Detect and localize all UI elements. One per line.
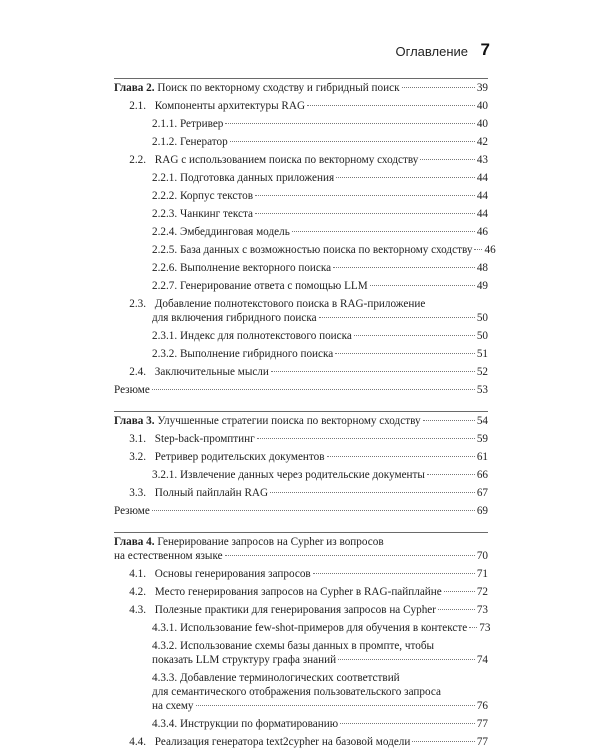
toc-entry-number: 2.3.2. (152, 348, 178, 360)
toc-entry[interactable] (114, 669, 488, 715)
toc-dot-leader (152, 389, 475, 390)
toc-page-number: 66 (476, 469, 488, 481)
toc-entry-title: Добавление полнотекстового поиска в RAG-приложение (154, 298, 426, 310)
toc-entry[interactable] (114, 484, 488, 502)
toc-entry-title: Улучшенные стратегии поиска по векторному сходству (157, 415, 421, 427)
toc-dot-leader (427, 474, 475, 475)
toc-entry-title: RAG с использованием поиска по векторному сходству (154, 154, 419, 166)
toc-entry-number: 2.2.2. (152, 190, 178, 202)
table-of-contents (114, 78, 496, 751)
toc-entry-number: 2.2.3. (152, 208, 178, 220)
toc-entry-title: Инструкции по форматированию (179, 718, 339, 730)
toc-entry-title: Генерирование запросов на Cypher из вопросов (157, 536, 384, 548)
toc-entry[interactable] (114, 277, 488, 295)
toc-page-number: 44 (476, 172, 488, 184)
toc-page-number: 71 (476, 568, 488, 580)
toc-entry-title: Эмбеддинговая модель (179, 226, 290, 238)
toc-page-number: 50 (476, 330, 488, 342)
toc-dot-leader (444, 591, 475, 592)
toc-page-number: 44 (476, 208, 488, 220)
toc-entry-number: 2.3. (129, 298, 146, 310)
toc-summary-entry[interactable] (114, 502, 488, 520)
toc-entry-title: Подготовка данных приложения (179, 172, 335, 184)
toc-dot-leader (423, 420, 475, 421)
toc-entry-number: 2.1.2. (152, 136, 178, 148)
toc-entry-title: Компоненты архитектуры RAG (154, 100, 306, 112)
toc-page-number: 43 (476, 154, 488, 166)
toc-page-number: 73 (476, 604, 488, 616)
toc-chapter-entry[interactable] (114, 412, 488, 430)
toc-entry[interactable] (114, 169, 488, 187)
toc-entry-number: Глава 3. (114, 415, 155, 427)
toc-entry[interactable] (114, 133, 488, 151)
toc-entry-title: Заключительные мысли (154, 366, 269, 378)
toc-entry[interactable] (114, 327, 488, 345)
toc-entry-number: 3.2.1. (152, 469, 178, 481)
toc-dot-leader (420, 159, 474, 160)
toc-dot-leader (469, 627, 477, 628)
toc-entry-title: Реализация генератора text2cypher на базовой модели (154, 736, 411, 748)
toc-entry[interactable] (114, 733, 488, 751)
toc-entry-number: Глава 4. (114, 536, 155, 548)
toc-entry-title: Извлечение данных через родительские документы (179, 469, 425, 481)
toc-entry-title: База данных с возможностью поиска по векторному сходству (179, 244, 473, 256)
toc-entry-number: 4.2. (129, 586, 146, 598)
toc-entry-title: Использование схемы базы данных в промпте, чтобы (179, 640, 435, 652)
toc-entry-title: Основы генерирования запросов (154, 568, 311, 580)
toc-entry[interactable] (114, 430, 488, 448)
toc-entry[interactable] (114, 448, 488, 466)
toc-entry-number: 2.2. (129, 154, 146, 166)
toc-page-number: 59 (476, 433, 488, 445)
toc-entry[interactable] (114, 345, 488, 363)
toc-entry[interactable] (114, 565, 488, 583)
toc-chapter-block (114, 532, 491, 751)
toc-dot-leader (313, 573, 475, 574)
toc-dot-leader (257, 438, 475, 439)
toc-dot-leader (196, 705, 475, 706)
toc-dot-leader (319, 317, 475, 318)
toc-page-number: 69 (476, 505, 488, 517)
toc-dot-leader (225, 555, 475, 556)
toc-entry[interactable] (114, 97, 488, 115)
toc-entry[interactable] (114, 187, 488, 205)
toc-dot-leader (336, 177, 475, 178)
toc-page-number: 51 (476, 348, 488, 360)
toc-chapter-block (114, 411, 488, 520)
toc-dot-leader (271, 371, 475, 372)
toc-chapter-block (114, 78, 496, 399)
toc-dot-leader (335, 353, 475, 354)
toc-entry-number: Глава 2. (114, 82, 155, 94)
toc-entry[interactable] (114, 223, 488, 241)
toc-entry-title: Полный пайплайн RAG (154, 487, 269, 499)
toc-page-number: 67 (476, 487, 488, 499)
toc-entry[interactable] (114, 241, 496, 259)
toc-entry[interactable] (114, 601, 488, 619)
toc-dot-leader (225, 123, 474, 124)
toc-chapter-entry[interactable] (114, 533, 488, 565)
toc-entry-number: 2.2.7. (152, 280, 178, 292)
toc-entry-number: 2.2.6. (152, 262, 178, 274)
toc-entry-number: 4.4. (129, 736, 146, 748)
toc-entry[interactable] (114, 205, 488, 223)
toc-entry-number: 4.3.4. (152, 718, 178, 730)
toc-entry-title: Использование few-shot-примеров для обучения в контексте (179, 622, 468, 634)
toc-entry-title: Место генерирования запросов на Cypher в RAG-пайплайне (154, 586, 442, 598)
toc-dot-leader (340, 723, 475, 724)
toc-entry[interactable] (114, 115, 488, 133)
toc-entry[interactable] (114, 583, 488, 601)
toc-page-number: 74 (476, 654, 488, 666)
toc-entry-title: Добавление терминологических соответствий (179, 672, 400, 684)
toc-page-number: 77 (476, 736, 488, 748)
toc-entry-title: Генерирование ответа с помощью LLM (179, 280, 368, 292)
toc-dot-leader (307, 105, 475, 106)
toc-entry-title: Корпус текстов (179, 190, 253, 202)
toc-entry-title: для включения гибридного поиска (152, 312, 317, 324)
toc-entry[interactable] (114, 259, 488, 277)
toc-dot-leader (230, 141, 475, 142)
page-number: 7 (480, 40, 490, 59)
toc-entry-number: 3.1. (129, 433, 146, 445)
toc-entry[interactable] (114, 363, 488, 381)
toc-entry-number: 4.3.2. (152, 640, 178, 652)
toc-entry-number: 2.1.1. (152, 118, 178, 130)
toc-entry-title: на схему (152, 700, 194, 712)
toc-page-number: 49 (476, 280, 488, 292)
toc-entry-title: Выполнение гибридного поиска (179, 348, 334, 360)
toc-entry-title: показать LLM структуру графа знаний (152, 654, 337, 666)
toc-entry-number: 3.2. (129, 451, 146, 463)
toc-page-number: 46 (484, 244, 496, 256)
toc-entry-number: 2.2.5. (152, 244, 178, 256)
toc-page-number: 70 (476, 550, 488, 562)
toc-entry-title: Индекс для полнотекстового поиска (179, 330, 352, 342)
toc-dot-leader (402, 87, 475, 88)
toc-page-number: 40 (476, 100, 488, 112)
toc-dot-leader (255, 213, 475, 214)
toc-page-number: 76 (476, 700, 488, 712)
toc-dot-leader (333, 267, 475, 268)
toc-page-number: 50 (476, 312, 488, 324)
toc-page-number: 77 (476, 718, 488, 730)
toc-entry-title: Ретривер родительских документов (154, 451, 325, 463)
toc-entry-number: 2.3.1. (152, 330, 178, 342)
toc-entry[interactable] (114, 715, 488, 733)
toc-page-number: 72 (476, 586, 488, 598)
toc-page-number: 54 (476, 415, 488, 427)
toc-entry-number: 4.3. (129, 604, 146, 616)
toc-entry-number: 4.3.1. (152, 622, 178, 634)
toc-entry[interactable] (114, 637, 488, 669)
toc-page-number: 48 (476, 262, 488, 274)
toc-dot-leader (327, 456, 475, 457)
toc-page-number: 52 (476, 366, 488, 378)
toc-page-number: 40 (476, 118, 488, 130)
toc-entry-title: для семантического отображения пользовательского запроса (152, 686, 441, 698)
toc-entry-title: Выполнение векторного поиска (179, 262, 332, 274)
toc-entry-title: Step-back-промптинг (154, 433, 255, 445)
running-header-title: Оглавление (395, 44, 468, 59)
toc-entry[interactable] (114, 619, 491, 637)
toc-entry-title: Чанкинг текста (179, 208, 253, 220)
toc-page-number: 46 (476, 226, 488, 238)
toc-chapter-entry[interactable] (114, 79, 488, 97)
toc-entry[interactable] (114, 466, 488, 484)
toc-dot-leader (354, 335, 475, 336)
toc-entry-title: Резюме (114, 384, 150, 396)
toc-entry-title: Генератор (179, 136, 228, 148)
toc-page-number: 44 (476, 190, 488, 202)
toc-dot-leader (412, 741, 474, 742)
toc-entry-title: Резюме (114, 505, 150, 517)
toc-dot-leader (255, 195, 475, 196)
toc-entry-title: на естественном языке (114, 550, 223, 562)
toc-entry-title: Ретривер (179, 118, 224, 130)
toc-dot-leader (338, 659, 475, 660)
toc-entry-title: Поиск по векторному сходству и гибридный поиск (157, 82, 400, 94)
toc-page-number: 39 (476, 82, 488, 94)
toc-entry-number: 2.2.4. (152, 226, 178, 238)
toc-page-number: 53 (476, 384, 488, 396)
toc-page-number: 61 (476, 451, 488, 463)
toc-entry-number: 4.1. (129, 568, 146, 580)
toc-page-number: 42 (476, 136, 488, 148)
toc-dot-leader (152, 510, 475, 511)
toc-entry-number: 3.3. (129, 487, 146, 499)
toc-entry-number: 2.2.1. (152, 172, 178, 184)
toc-dot-leader (292, 231, 475, 232)
toc-entry[interactable] (114, 295, 488, 327)
toc-dot-leader (474, 249, 482, 250)
toc-entry-number: 4.3.3. (152, 672, 178, 684)
toc-entry[interactable] (114, 151, 488, 169)
toc-summary-entry[interactable] (114, 381, 488, 399)
toc-dot-leader (270, 492, 475, 493)
toc-entry-title: Полезные практики для генерирования запросов на Cypher (154, 604, 436, 616)
toc-entry-number: 2.4. (129, 366, 146, 378)
toc-dot-leader (438, 609, 475, 610)
toc-page-number: 73 (479, 622, 491, 634)
toc-dot-leader (370, 285, 475, 286)
toc-entry-number: 2.1. (129, 100, 146, 112)
